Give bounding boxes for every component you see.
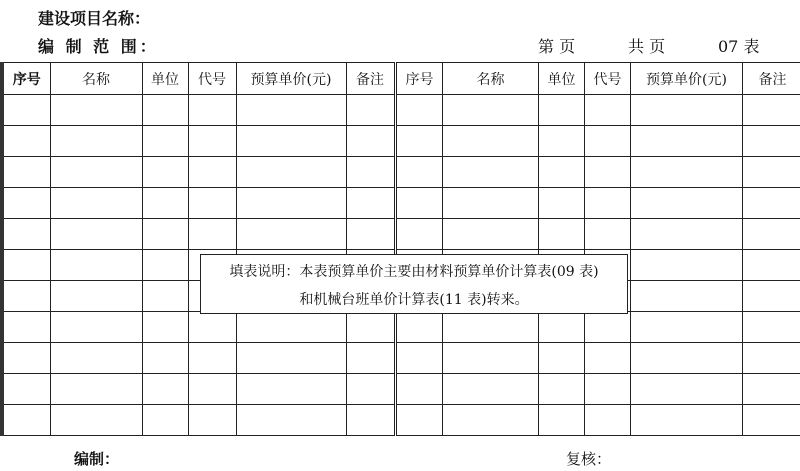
table-cell [397, 405, 443, 436]
table-cell [142, 219, 188, 250]
table-cell [188, 126, 236, 157]
table-cell [346, 188, 394, 219]
table-cell [443, 374, 539, 405]
table-cell [631, 95, 743, 126]
right-col-name: 名称 [443, 63, 539, 95]
table-cell [443, 343, 539, 374]
table-cell [2, 157, 50, 188]
checked-by-label: 复核： [566, 450, 612, 468]
note-line-1: 填表说明：本表预算单价主要由材料预算单价计算表(09 表) [229, 264, 599, 280]
table-cell [443, 219, 539, 250]
table-cell [631, 374, 743, 405]
table-cell [50, 126, 142, 157]
table-cell [631, 126, 743, 157]
table-row [397, 312, 800, 343]
table-cell [443, 95, 539, 126]
table-cell [2, 343, 50, 374]
table-row [397, 219, 800, 250]
table-cell [539, 95, 585, 126]
table-cell [631, 312, 743, 343]
table-cell [743, 188, 800, 219]
table-cell [397, 157, 443, 188]
table-row [2, 95, 394, 126]
table-row [2, 157, 394, 188]
table-cell [743, 343, 800, 374]
table-cell [743, 281, 800, 312]
table-cell [50, 405, 142, 436]
table-cell [50, 250, 142, 281]
table-cell [443, 157, 539, 188]
table-cell [397, 374, 443, 405]
table-cell [443, 312, 539, 343]
table-cell [743, 219, 800, 250]
total-pages-label: 共 页 [628, 37, 666, 56]
table-row [397, 343, 800, 374]
table-cell [50, 374, 142, 405]
table-cell [397, 95, 443, 126]
table-cell [142, 281, 188, 312]
filling-instructions-note [200, 254, 628, 314]
left-col-remark: 备注 [346, 63, 394, 95]
table-cell [2, 281, 50, 312]
price-summary-sheet [0, 62, 800, 440]
table-cell [346, 405, 394, 436]
table-cell [188, 374, 236, 405]
table-cell [142, 343, 188, 374]
table-cell [188, 219, 236, 250]
left-col-unit-price: 预算单价(元) [236, 63, 346, 95]
table-cell [585, 312, 631, 343]
table-cell [236, 374, 346, 405]
table-cell [743, 95, 800, 126]
table-cell [743, 250, 800, 281]
table-row [2, 219, 394, 250]
table-cell [346, 95, 394, 126]
table-cell [236, 95, 346, 126]
table-cell [188, 405, 236, 436]
scope-label: 编 制 范 围： [38, 37, 159, 56]
table-row [2, 343, 394, 374]
table-cell [142, 157, 188, 188]
table-cell [142, 405, 188, 436]
table-cell [50, 219, 142, 250]
table-row [397, 188, 800, 219]
table-cell [443, 188, 539, 219]
project-name-label: 建设项目名称： [38, 9, 151, 28]
table-cell [2, 250, 50, 281]
table-cell [188, 188, 236, 219]
table-cell [539, 188, 585, 219]
table-cell [539, 343, 585, 374]
table-cell [188, 157, 236, 188]
table-cell [585, 343, 631, 374]
table-cell [2, 312, 50, 343]
table-cell [2, 219, 50, 250]
left-col-name: 名称 [50, 63, 142, 95]
table-cell [631, 188, 743, 219]
table-cell [50, 281, 142, 312]
left-header-row [2, 63, 394, 95]
right-col-unit: 单位 [539, 63, 585, 95]
table-cell [397, 126, 443, 157]
table-cell [539, 374, 585, 405]
table-cell [585, 405, 631, 436]
table-cell [743, 374, 800, 405]
left-col-code: 代号 [188, 63, 236, 95]
table-cell [2, 95, 50, 126]
right-col-code: 代号 [585, 63, 631, 95]
table-cell [236, 312, 346, 343]
table-cell [2, 188, 50, 219]
table-cell [236, 405, 346, 436]
table-cell [2, 405, 50, 436]
table-cell [585, 374, 631, 405]
table-cell [236, 126, 346, 157]
table-cell [743, 312, 800, 343]
right-col-unit-price: 预算单价(元) [631, 63, 743, 95]
table-cell [346, 219, 394, 250]
table-cell [50, 157, 142, 188]
table-cell [50, 343, 142, 374]
table-cell [236, 188, 346, 219]
table-row [397, 374, 800, 405]
table-cell [743, 157, 800, 188]
table-cell [631, 281, 743, 312]
table-cell [236, 219, 346, 250]
page-number-label: 第 页 [538, 37, 576, 56]
table-row [397, 126, 800, 157]
right-price-table [396, 62, 800, 436]
table-cell [539, 312, 585, 343]
table-cell [188, 312, 236, 343]
table-cell [631, 219, 743, 250]
table-cell [631, 250, 743, 281]
left-price-table [0, 62, 395, 436]
table-cell [631, 343, 743, 374]
table-cell [539, 405, 585, 436]
table-cell [743, 126, 800, 157]
table-cell [142, 126, 188, 157]
right-col-seq: 序号 [397, 63, 443, 95]
table-cell [142, 188, 188, 219]
prepared-by-label: 编制： [74, 450, 120, 468]
table-cell [539, 157, 585, 188]
table-cell [142, 250, 188, 281]
table-cell [50, 95, 142, 126]
table-cell [585, 95, 631, 126]
table-cell [443, 405, 539, 436]
table-cell [346, 157, 394, 188]
table-cell [142, 312, 188, 343]
table-cell [346, 126, 394, 157]
table-cell [188, 95, 236, 126]
table-cell [585, 126, 631, 157]
table-row [2, 312, 394, 343]
table-cell [2, 374, 50, 405]
table-code-label: 07 表 [718, 37, 760, 56]
right-col-remark: 备注 [743, 63, 800, 95]
table-cell [539, 126, 585, 157]
table-cell [142, 95, 188, 126]
table-cell [50, 188, 142, 219]
table-cell [585, 188, 631, 219]
table-row [2, 374, 394, 405]
table-cell [346, 312, 394, 343]
right-header-row [397, 63, 800, 95]
left-col-seq: 序号 [2, 63, 50, 95]
table-row [2, 126, 394, 157]
table-cell [397, 343, 443, 374]
table-cell [2, 126, 50, 157]
table-cell [346, 374, 394, 405]
table-row [2, 405, 394, 436]
table-row [397, 95, 800, 126]
table-cell [585, 157, 631, 188]
note-line-2: 和机械台班单价计算表(11 表)转来。 [299, 292, 529, 308]
table-row [397, 405, 800, 436]
table-cell [142, 374, 188, 405]
table-cell [397, 312, 443, 343]
table-cell [50, 312, 142, 343]
table-row [2, 188, 394, 219]
table-cell [743, 405, 800, 436]
left-col-unit: 单位 [142, 63, 188, 95]
table-cell [631, 157, 743, 188]
table-cell [443, 126, 539, 157]
table-cell [346, 343, 394, 374]
table-row [397, 157, 800, 188]
table-cell [585, 219, 631, 250]
table-cell [539, 219, 585, 250]
table-cell [397, 188, 443, 219]
table-cell [236, 343, 346, 374]
table-cell [397, 219, 443, 250]
table-cell [631, 405, 743, 436]
table-cell [188, 343, 236, 374]
table-cell [236, 157, 346, 188]
